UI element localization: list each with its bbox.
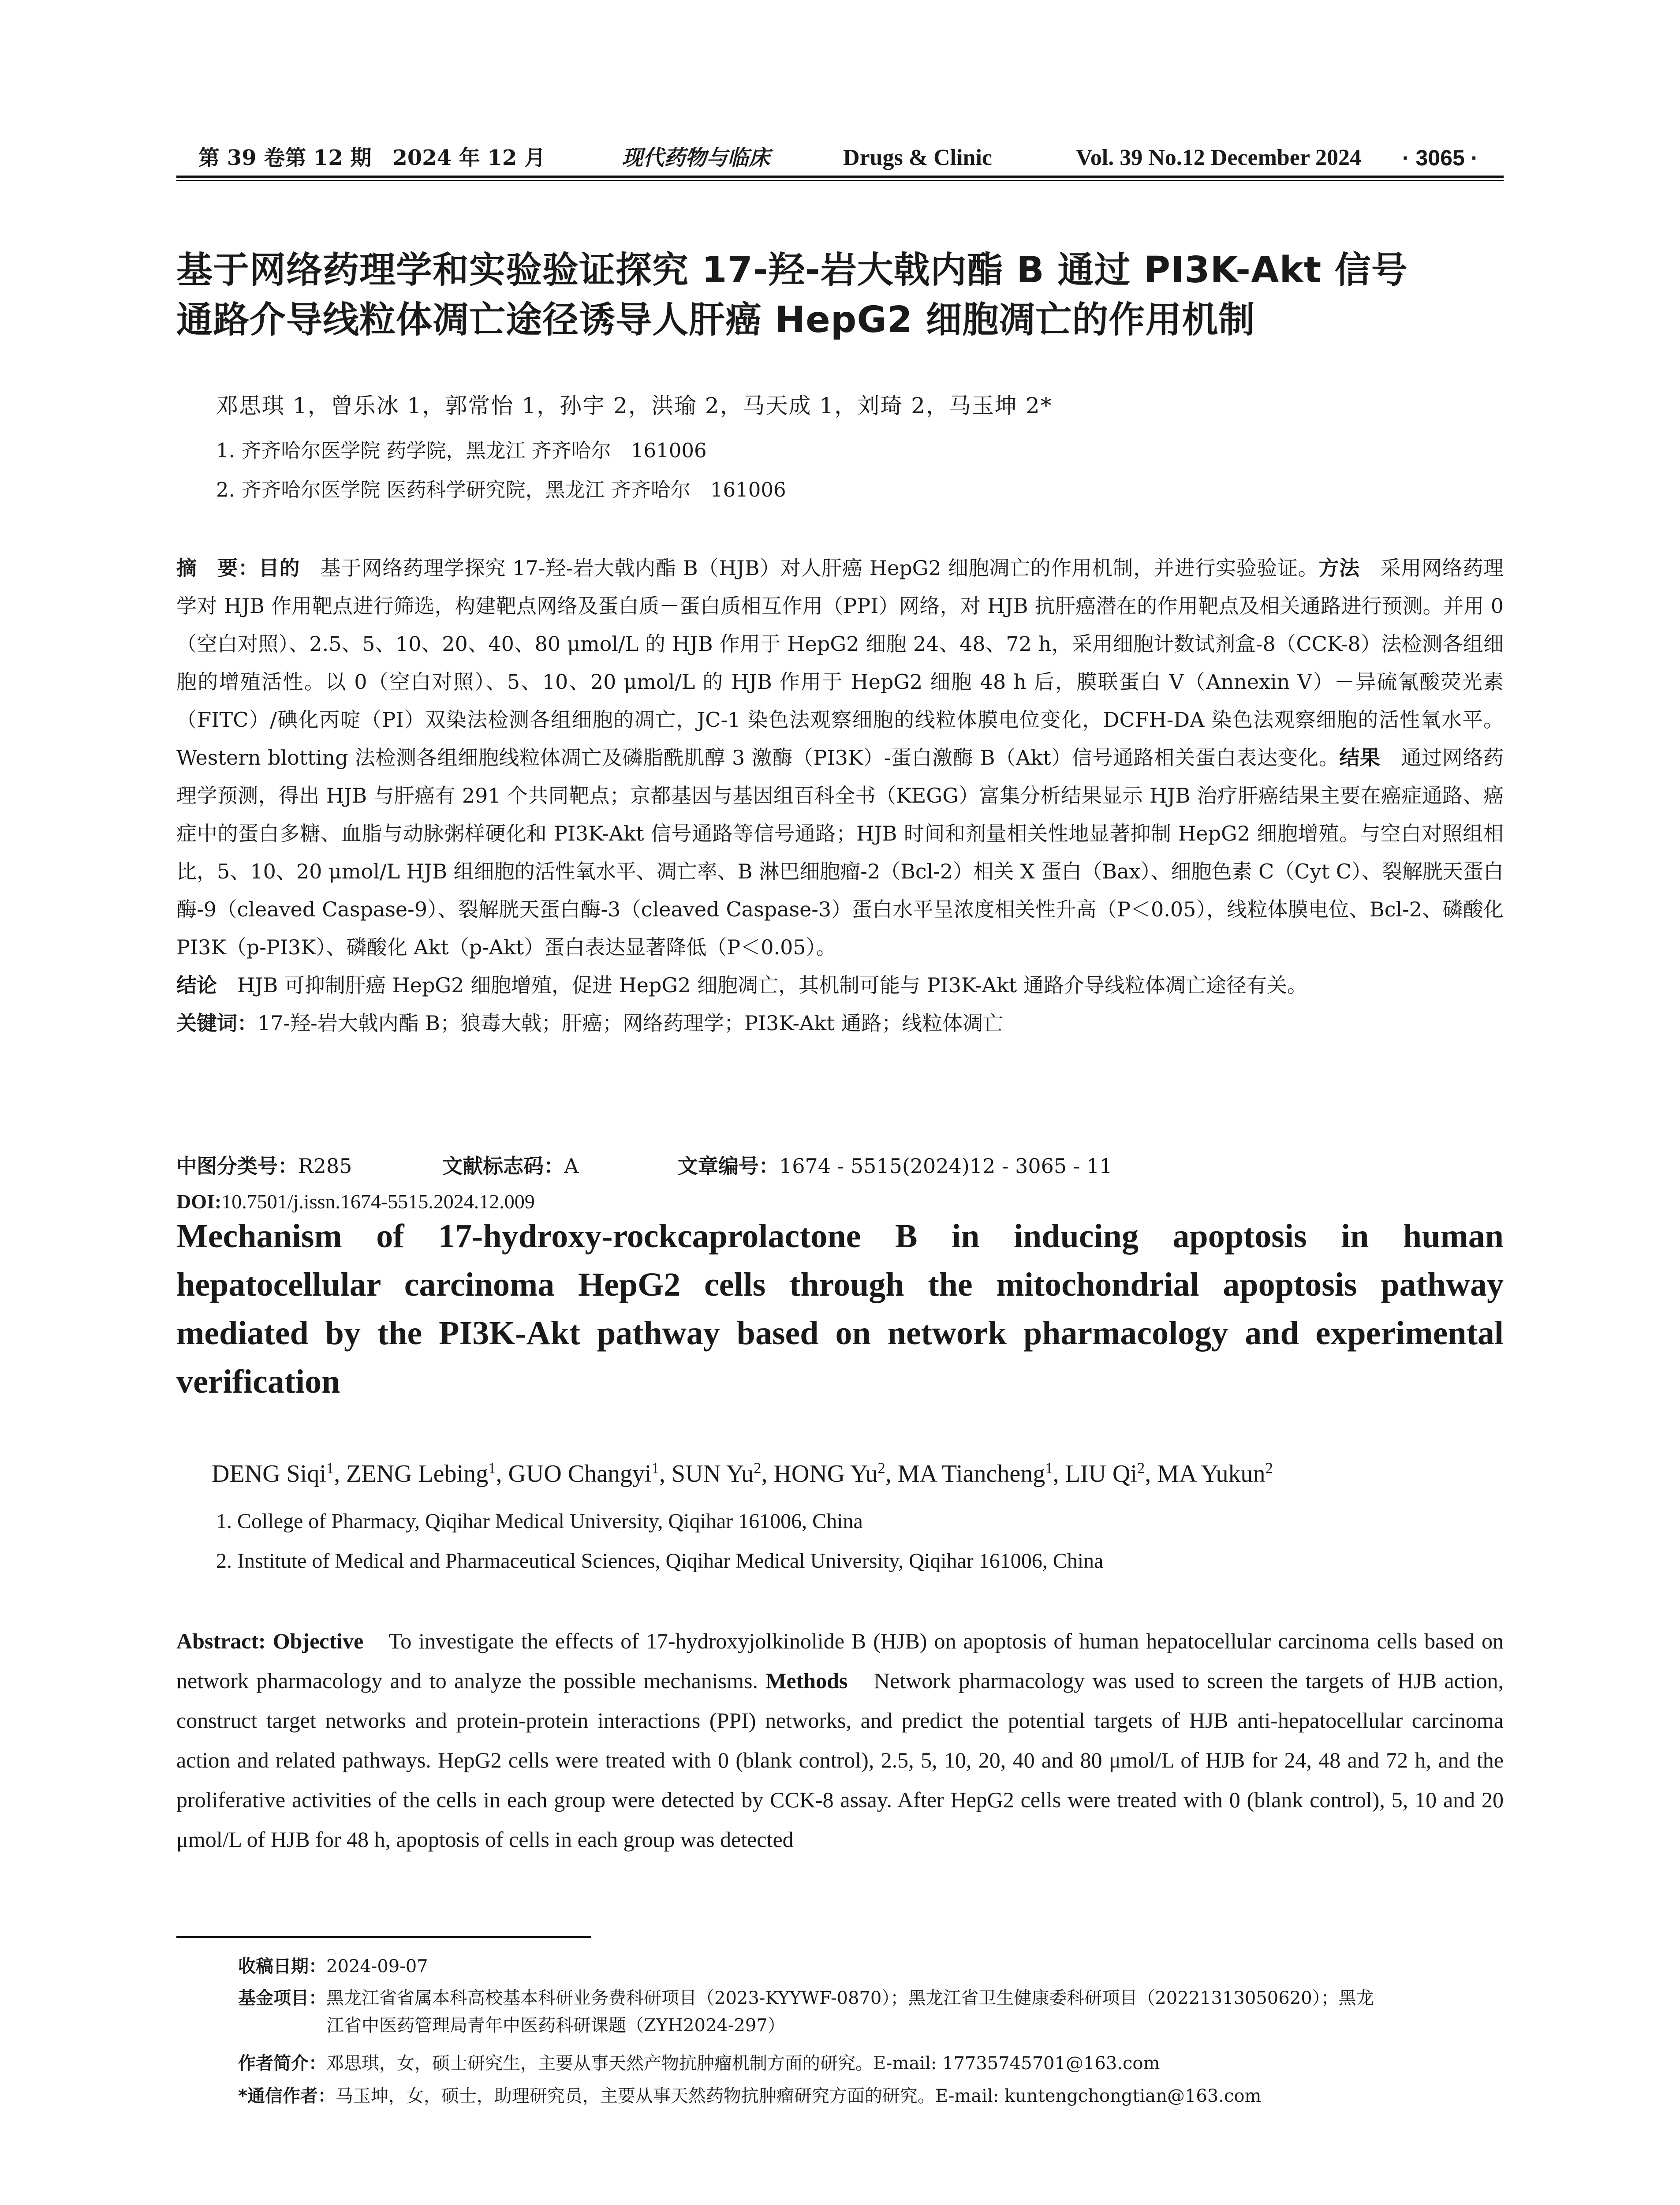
header-journal-cn: 现代药物与临床: [622, 146, 770, 170]
header-issue: 第 39 卷第 12 期 2024 年 12 月: [198, 146, 545, 170]
footnote-fund: [238, 1984, 1504, 2039]
methods-text-cn: 采用网络药理学对 HJB 作用靶点进行筛选，构建靶点网络及蛋白质－蛋白质相互作用（PPI）网络，对 HJB 抗肝癌潜在的作用靶点及相关通路进行预测。并用 0（空白对照）、2.5、5、10、20、40、80 μmol/L 的 HJB 作用于 HepG2 细胞 24、48、72 h，采用细胞计数试剂盒-8（CCK-8）法检测各组细胞的增殖活性。以 0（空白对照）、5、10、20 μmol/L 的 HJB 作用于 HepG2 细胞 48 h 后，膜联蛋白 V（Annexin V）－异硫氰酸荧光素（FITC）/碘化丙啶（PI）双染法检测各组细胞的凋亡，JC-1 染色法观察细胞的线粒体膜电位变化，DCFH-DA 染色法观察细胞的活性氧水平。Western blotting 法检测各组细胞线粒体凋亡及磷脂酰肌醇 3 激酶（PI3K）-蛋白激酶 B（Akt）信号通路相关蛋白表达变化。: [176, 556, 1504, 770]
doi-label: DOI:: [176, 1190, 222, 1213]
fund-line2: 江省中医药管理局青年中医药科研课题（ZYH2024-297）: [326, 2015, 785, 2036]
objective-text-cn: 基于网络药理学探究 17-羟-岩大戟内酯 B（HJB）对人肝癌 HepG2 细胞凋亡的作用机制，并进行实验验证。: [300, 556, 1319, 580]
author-en-name: GUO Changyi: [508, 1460, 652, 1487]
header-rule-thick: [176, 176, 1504, 178]
affiliation-en-1: 1. College of Pharmacy, Qiqihar Medical University, Qiqihar 161006, China: [216, 1510, 863, 1533]
header-rule-thin: [176, 180, 1504, 181]
authors-cn: 邓思琪 1，曾乐冰 1，郭常怡 1，孙宇 2，洪瑜 2，马天成 1，刘琦 2，马玉坤 2*: [216, 393, 1053, 419]
results-text-cn: 通过网络药理学预测，得出 HJB 与肝癌有 291 个共同靶点；京都基因与基因组百科全书（KEGG）富集分析结果显示 HJB 治疗肝癌结果主要在癌症通路、癌症中的蛋白多糖、血脂与动脉粥样硬化和 PI3K-Akt 信号通路等信号通路；HJB 时间和剂量相关性地显著抑制 HepG2 细胞增殖。与空白对照组相比，5、10、20 μmol/L HJB 组细胞的活性氧水平、凋亡率、B 淋巴细胞瘤-2（Bcl-2）相关 X 蛋白（Bax）、细胞色素 C（Cyt C）、裂解胱天蛋白酶-9（cleaved Caspase-9）、裂解胱天蛋白酶-3（cleaved Caspase-3）蛋白水平呈浓度相关性升高（P＜0.05），线粒体膜电位、Bcl-2、磷酸化 PI3K（p-PI3K）、磷酸化 Akt（p-Akt）蛋白表达显著降低（P＜0.05）。: [176, 746, 1504, 959]
author-en-name: DENG Siqi: [212, 1460, 326, 1487]
footnote-rule: [176, 1936, 591, 1938]
fund-line1: 黑龙江省省属本科高校基本科研业务费科研项目（2023-KYYWF-0870）；黑龙江省卫生健康委科研项目（20221313050620）；黑龙: [326, 1988, 1374, 2008]
author-en-affiliation-marker: 1: [651, 1459, 659, 1477]
doi-value: 10.7501/j.issn.1674-5515.2024.12.009: [221, 1190, 535, 1213]
author-en-affiliation-marker: 1: [1045, 1459, 1053, 1477]
doc-code-label: 文献标志码：: [442, 1154, 564, 1178]
author-en-name: MA Tiancheng: [897, 1460, 1045, 1487]
conclusion-label-cn: 结论: [176, 973, 217, 997]
author-en-affiliation-marker: 2: [754, 1459, 762, 1477]
keywords-label-cn: 关键词：: [176, 1011, 258, 1035]
header-journal-en: Drugs & Clinic: [843, 145, 992, 170]
clc-value: R285: [298, 1154, 352, 1178]
author-en-name: SUN Yu: [671, 1460, 754, 1487]
author-en-name: ZENG Lebing: [346, 1460, 489, 1487]
methods-label-cn: 方法: [1318, 556, 1360, 580]
conclusion-text-cn: HJB 可抑制肝癌 HepG2 细胞增殖，促进 HepG2 细胞凋亡，其机制可能与 PI3K-Akt 通路介导线粒体凋亡途径有关。: [217, 973, 1307, 997]
article-number-value: 1674 - 5515(2024)12 - 3065 - 11: [779, 1154, 1113, 1178]
keywords-text-cn: 17-羟-岩大戟内酯 B；狼毒大戟；肝癌；网络药理学；PI3K-Akt 通路；线粒体凋亡: [258, 1011, 1004, 1035]
author-en-name: MA Yukun: [1157, 1460, 1266, 1487]
objective-text-en: To investigate the effects of 17-hydroxyjolkinolide B (HJB) on apoptosis of human hepatocellular carcinoma cells based on network pharmacology and to analyze the possible mechanisms.: [176, 1629, 1504, 1693]
title-cn-line1: 基于网络药理学和实验验证探究 17-羟-岩大戟内酯 B 通过 PI3K-Akt 信号: [176, 249, 1408, 291]
author-en-name: LIU Qi: [1065, 1460, 1137, 1487]
corresponding-author: 马玉坤，女，硕士，助理研究员，主要从事天然药物抗肿瘤研究方面的研究。E-mail: kuntengchongtian@163.com: [335, 2086, 1262, 2106]
footnote-received: [238, 1953, 1504, 1980]
affiliation-en-2: 2. Institute of Medical and Pharmaceutical Sciences, Qiqihar Medical University, Qiqihar 161006, China: [216, 1549, 1104, 1573]
doc-code-value: A: [564, 1154, 579, 1178]
author-en-affiliation-marker: 1: [326, 1459, 334, 1477]
received-label: 收稿日期：: [238, 1956, 326, 1977]
abstract-cn: [176, 549, 1504, 1042]
title-en: Mechanism of 17-hydroxy-rockcaprolactone B in inducing apoptosis in human hepatocellular carcinoma HepG2 cells through the mitochondrial apoptosis pathway mediated by the PI3K-Akt pathway based on network pharmacology and experimental verification: [176, 1218, 1504, 1400]
header-page-number: · 3065 ·: [1402, 146, 1478, 170]
results-label-cn: 结果: [1339, 746, 1381, 770]
fund-label: 基金项目：: [238, 1988, 326, 2008]
clc-label: 中图分类号：: [176, 1154, 298, 1178]
title-cn-line2: 通路介导线粒体凋亡途径诱导人肝癌 HepG2 细胞凋亡的作用机制: [176, 299, 1255, 341]
affiliation-cn-1: 1. 齐齐哈尔医学院 药学院，黑龙江 齐齐哈尔 161006: [216, 439, 707, 462]
header-volume: Vol. 39 No.12 December 2024: [1076, 145, 1362, 170]
footnote-author: [238, 2050, 1504, 2077]
methods-label-en: Methods: [765, 1668, 848, 1693]
author-bio-label: 作者简介：: [238, 2053, 326, 2074]
abstract-en-label: Abstract: Objective: [176, 1629, 364, 1653]
objective-label-cn: 目的: [258, 556, 300, 580]
author-en-name: HONG Yu: [773, 1460, 878, 1487]
authors-en: DENG Siqi$^1$, ZENG Lebing$^1$, GUO Changyi$^1$, SUN Yu$^2$, HONG Yu$^2$, MA Tiancheng$^1$, LIU Qi$^2$, MA Yukun$^2$: [212, 1459, 1273, 1487]
abstract-en: [176, 1621, 1504, 1859]
received-date: 2024-09-07: [326, 1956, 428, 1977]
author-en-affiliation-marker: 1: [488, 1459, 496, 1477]
affiliation-cn-2: 2. 齐齐哈尔医学院 医药科学研究院，黑龙江 齐齐哈尔 161006: [216, 478, 786, 501]
methods-text-en: Network pharmacology was used to screen the targets of HJB action, construct target networks and protein-protein interactions (PPI) networks, and predict the potential targets of HJB anti-hepatocellular carcinoma action and related pathways. HepG2 cells were treated with 0 (blank control), 2.5, 5, 10, 20, 40 and 80 μmol/L of HJB for 24, 48 and 72 h, and the proliferative activities of the cells in each group were detected by CCK-8 assay. After HepG2 cells were treated with 0 (blank control), 5, 10 and 20 μmol/L of HJB for 48 h, apoptosis of cells in each group was detected: [176, 1668, 1504, 1852]
author-en-affiliation-marker: 2: [877, 1459, 885, 1477]
author-en-affiliation-marker: 2: [1265, 1459, 1273, 1477]
corresponding-label: *通信作者：: [238, 2086, 336, 2106]
classification-line: [176, 1148, 1113, 1184]
article-number-label: 文章编号：: [677, 1154, 779, 1178]
author-bio: 邓思琪，女，硕士研究生，主要从事天然产物抗肿瘤机制方面的研究。E-mail: 17735745701@163.com: [326, 2053, 1160, 2074]
footnote-corresponding: [238, 2082, 1504, 2110]
abstract-cn-label: 摘 要：: [176, 556, 259, 580]
author-en-affiliation-marker: 2: [1137, 1459, 1145, 1477]
